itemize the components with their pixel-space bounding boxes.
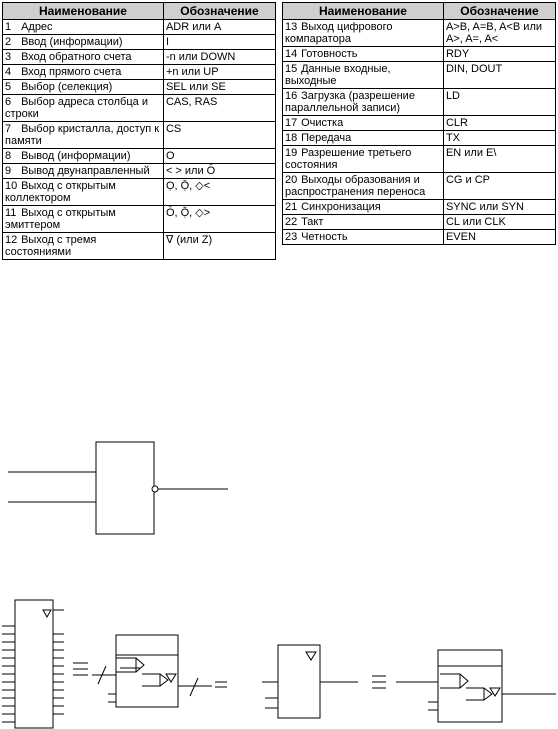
row-name: Очистка — [301, 117, 344, 129]
name-cell — [3, 149, 164, 164]
name-cell — [3, 122, 164, 149]
row-name: Выход цифрового компаратора — [285, 21, 393, 45]
buffer-chip-2 — [396, 650, 556, 722]
name-cell — [283, 173, 444, 200]
symbol-cell: RDY — [443, 47, 555, 62]
row-number: 4 — [5, 66, 12, 78]
symbol-cell: A>B, A=B, A<B или A>, A=, A< — [443, 20, 555, 47]
row-name: Выбор кристалла, доступ к памяти — [5, 123, 160, 147]
table-row — [283, 131, 556, 146]
row-number: 5 — [5, 81, 12, 93]
row-name: Вывод (информации) — [21, 150, 131, 162]
symbol-cell: ADR или A — [163, 20, 275, 35]
name-cell — [3, 164, 164, 179]
row-number: 8 — [5, 150, 12, 162]
row-name: Вывод двунаправленный — [21, 165, 150, 177]
multi-pin-chip — [2, 600, 64, 728]
table-row — [283, 146, 556, 173]
row-number: 23 — [285, 231, 298, 243]
row-number: 20 — [285, 174, 298, 186]
name-cell — [3, 80, 164, 95]
table-row — [3, 122, 276, 149]
table-row — [3, 179, 276, 206]
row-name: Адрес — [21, 21, 53, 33]
inversion-circle — [152, 486, 158, 492]
symbol-cell: -n или DOWN — [163, 50, 275, 65]
name-cell — [3, 20, 164, 35]
row-number: 21 — [285, 201, 298, 213]
equivalence-sign-2 — [215, 682, 227, 687]
symbol-cell: SEL или SE — [163, 80, 275, 95]
row-name: Вход обратного счета — [21, 51, 132, 63]
symbol-cell: Ō, Ọ̄, ◇> — [163, 206, 275, 233]
header-symbol: Обозначение — [163, 3, 275, 20]
symbol-cell: ∇ (или Z) — [163, 233, 275, 260]
table-row — [3, 149, 276, 164]
symbol-cell: CLR — [443, 116, 555, 131]
name-cell — [3, 95, 164, 122]
row-number: 16 — [285, 90, 298, 102]
row-name: Загрузка (разрешение параллельной записи) — [285, 90, 415, 114]
header-symbol: Обозначение — [443, 3, 555, 20]
name-cell — [3, 233, 164, 260]
name-cell — [283, 20, 444, 47]
bus-line-right — [178, 678, 212, 696]
name-cell — [283, 62, 444, 89]
row-name: Готовность — [301, 48, 358, 60]
row-number: 6 — [5, 96, 12, 108]
symbol-cell: CS — [163, 122, 275, 149]
row-name: Четность — [301, 231, 348, 243]
name-cell — [283, 146, 444, 173]
table-row — [283, 89, 556, 116]
table-row — [3, 95, 276, 122]
symbol-cell: I — [163, 35, 275, 50]
table-row — [283, 200, 556, 215]
symbol-cell: +n или UP — [163, 65, 275, 80]
symbol-cell: TX — [443, 131, 555, 146]
symbol-cell: Ọ, Ọ̄, ◇< — [163, 179, 275, 206]
table-row — [283, 20, 556, 47]
row-number: 19 — [285, 147, 298, 159]
table-row — [3, 35, 276, 50]
name-cell — [283, 89, 444, 116]
row-number: 1 — [5, 21, 12, 33]
row-name: Выходы образования и распространения переноса — [285, 174, 426, 198]
bus-line-left — [92, 666, 116, 684]
row-name: Выход с открытым коллектором — [5, 180, 116, 204]
header-name: Наименование — [283, 3, 444, 20]
name-cell — [3, 65, 164, 80]
symbol-cell: CG и CP — [443, 173, 555, 200]
row-number: 14 — [285, 48, 298, 60]
logic-element-diagram — [0, 430, 558, 550]
table-row — [3, 65, 276, 80]
row-number: 10 — [5, 180, 18, 192]
row-name: Разрешение третьего состояния — [285, 147, 412, 171]
equivalence-sign-3 — [372, 676, 386, 688]
table-row — [283, 230, 556, 245]
table-row — [3, 50, 276, 65]
row-number: 15 — [285, 63, 298, 75]
symbol-cell: < > или Ō — [163, 164, 275, 179]
name-cell — [283, 230, 444, 245]
symbol-cell: SYNC или SYN — [443, 200, 555, 215]
row-name: Выход с открытым эмиттером — [5, 207, 116, 231]
row-number: 18 — [285, 132, 298, 144]
symbol-cell: EVEN — [443, 230, 555, 245]
symbol-cell: CAS, RAS — [163, 95, 275, 122]
element-box — [96, 442, 154, 534]
symbols-table-left — [2, 2, 276, 260]
table-row — [3, 206, 276, 233]
symbols-table-right — [282, 2, 556, 245]
row-name: Выход с тремя состояниями — [5, 234, 97, 258]
row-name: Такт — [301, 216, 324, 228]
name-cell — [3, 50, 164, 65]
row-name: Вход прямого счета — [21, 66, 122, 78]
row-name: Передача — [301, 132, 352, 144]
name-cell — [283, 131, 444, 146]
equivalence-diagrams — [0, 590, 558, 729]
name-cell — [283, 215, 444, 230]
table-row — [3, 233, 276, 260]
symbol-cell: O — [163, 149, 275, 164]
buffer-chip — [108, 635, 178, 707]
table-row — [3, 80, 276, 95]
row-number: 2 — [5, 36, 12, 48]
table-row — [283, 47, 556, 62]
table-row — [3, 164, 276, 179]
header-name: Наименование — [3, 3, 164, 20]
row-number: 3 — [5, 51, 12, 63]
row-name: Данные входные, выходные — [285, 63, 391, 87]
row-name: Синхронизация — [301, 201, 381, 213]
row-number: 12 — [5, 234, 18, 246]
row-name: Выбор адреса столбца и строки — [5, 96, 148, 120]
row-number: 9 — [5, 165, 12, 177]
table-row — [283, 215, 556, 230]
row-number: 11 — [5, 207, 17, 219]
symbol-cell: LD — [443, 89, 555, 116]
name-cell — [283, 116, 444, 131]
row-number: 17 — [285, 117, 298, 129]
name-cell — [3, 179, 164, 206]
row-number: 22 — [285, 216, 298, 228]
equivalence-sign-1 — [73, 663, 88, 675]
row-number: 7 — [5, 123, 12, 135]
symbol-cell: CL или CLK — [443, 215, 555, 230]
symbol-cell: EN или E\ — [443, 146, 555, 173]
name-cell — [283, 47, 444, 62]
table-row — [283, 116, 556, 131]
table-row — [283, 173, 556, 200]
row-number: 13 — [285, 21, 298, 33]
symbol-cell: DIN, DOUT — [443, 62, 555, 89]
table-row — [3, 20, 276, 35]
name-cell — [3, 35, 164, 50]
name-cell — [3, 206, 164, 233]
single-chip — [262, 645, 358, 718]
name-cell — [283, 200, 444, 215]
table-row — [283, 62, 556, 89]
row-name: Выбор (селекция) — [21, 81, 113, 93]
row-name: Ввод (информации) — [21, 36, 123, 48]
